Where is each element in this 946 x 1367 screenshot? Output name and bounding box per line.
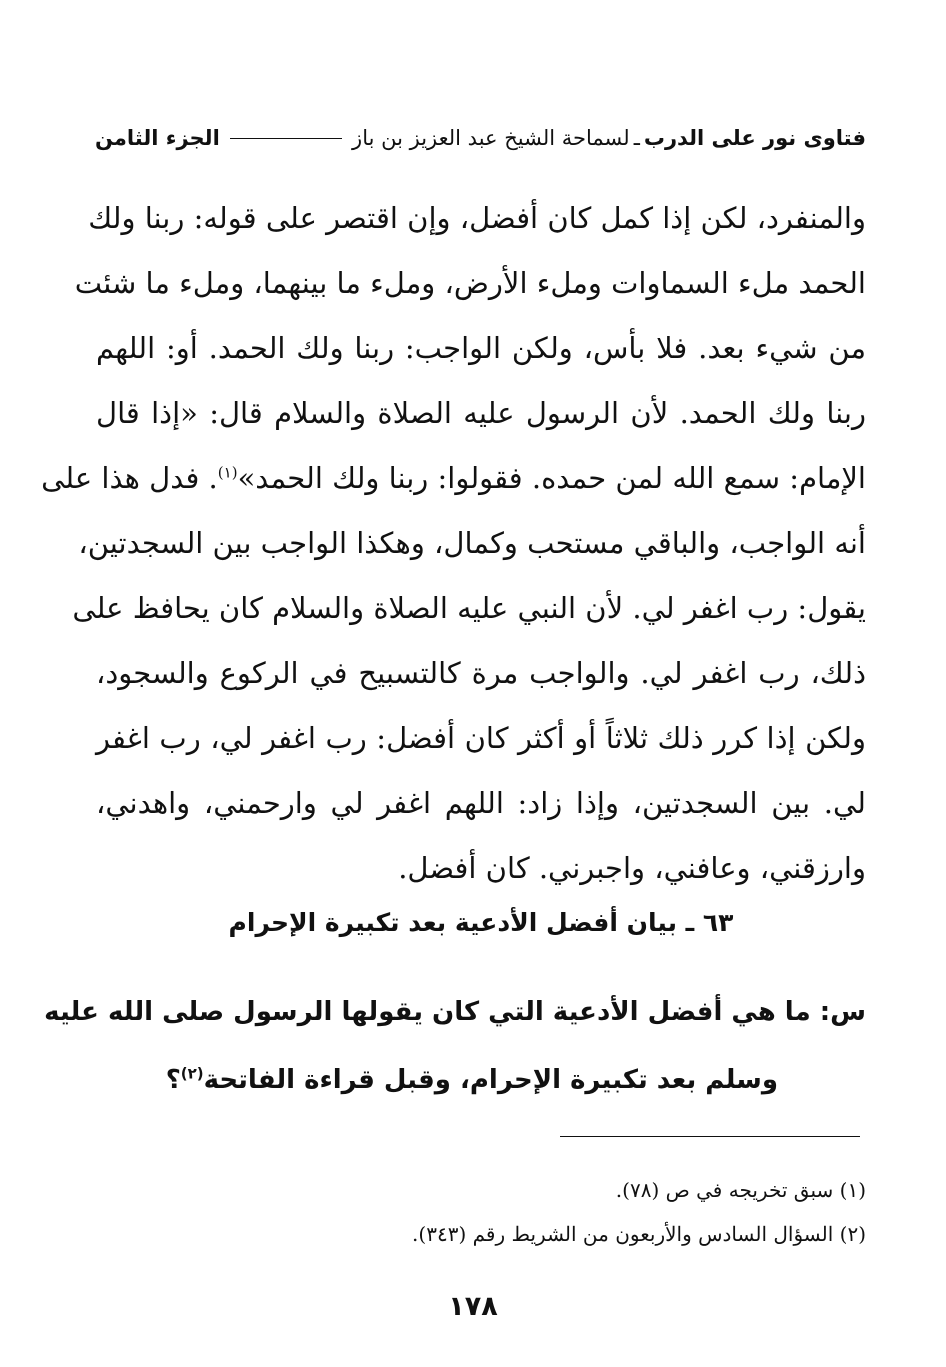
body-line: أنه الواجب، والباقي مستحب وكمال، وهكذا الواجب بين السجدتين،	[78, 526, 866, 560]
footnote-ref: (٢)	[180, 1064, 204, 1083]
header-dash: ـ	[633, 126, 640, 150]
footnote-separator	[560, 1136, 860, 1137]
book-title: فتاوى نور على الدرب	[643, 126, 866, 150]
author-name: لسماحة الشيخ عبد العزيز بن باز	[352, 126, 630, 150]
running-header	[95, 118, 866, 158]
question-line: س: ما هي أفضل الأدعية التي كان يقولها الرسول صلى الله عليه	[44, 997, 866, 1027]
body-line: ذلك، رب اغفر لي. والواجب مرة كالتسبيح في الركوع والسجود،	[96, 656, 866, 690]
body-line-tail: . فدل هذا على	[41, 461, 218, 495]
question-mark: ؟	[165, 1065, 181, 1095]
header-rule	[230, 138, 342, 139]
question-block	[44, 978, 866, 1114]
body-line: ولكن إذا كرر ذلك ثلاثاً أو أكثر كان أفضل: رب اغفر لي، رب اغفر	[96, 721, 866, 755]
question-line	[96, 1046, 866, 1114]
body-line: من شيء بعد. فلا بأس، ولكن الواجب: ربنا ولك الحمد. أو: اللهم	[96, 331, 866, 365]
hadith-quote: الإمام: سمع الله لمن حمده. فقولوا: ربنا ولك الحمد»	[237, 461, 866, 495]
footnote: (٢) السؤال السادس والأربعون من الشريط رقم (٣٤٣).	[412, 1222, 866, 1246]
body-line: يقول: رب اغفر لي. لأن النبي عليه الصلاة والسلام كان يحافظ على	[72, 591, 866, 625]
body-line: لي. بين السجدتين، وإذا زاد: اللهم اغفر لي وارحمني، واهدني،	[96, 786, 866, 820]
body-line: والمنفرد، لكن إذا كمل كان أفضل، وإن اقتصر على قوله: ربنا ولك	[88, 201, 866, 235]
body-text	[41, 186, 866, 901]
footnotes	[96, 1168, 866, 1256]
body-line: وارزقني، وعافني، واجبرني. كان أفضل.	[398, 851, 866, 885]
footnote: (١) سبق تخريجه في ص (٧٨).	[615, 1178, 866, 1202]
question-line-text: وسلم بعد تكبيرة الإحرام، وقبل قراءة الفاتحة	[203, 1065, 778, 1095]
volume-label: الجزء الثامن	[95, 126, 220, 150]
section-heading: ٦٣ ـ بيان أفضل الأدعية بعد تكبيرة الإحرام	[228, 908, 734, 937]
body-line	[41, 446, 866, 511]
footnote-ref: (١)	[217, 463, 238, 482]
body-line: الحمد ملء السماوات وملء الأرض، وملء ما بينهما، وملء ما شئت	[74, 266, 866, 300]
body-line: ربنا ولك الحمد. لأن الرسول عليه الصلاة والسلام قال: «إذا قال	[96, 396, 866, 430]
page-number: ١٧٨	[448, 1291, 498, 1322]
